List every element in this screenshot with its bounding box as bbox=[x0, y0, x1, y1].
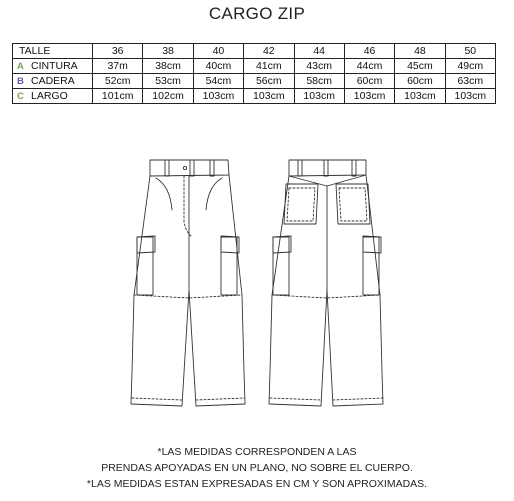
table-row-cadera bbox=[13, 74, 496, 89]
table-cell: 103cm bbox=[395, 89, 445, 104]
table-cell: 44cm bbox=[344, 59, 394, 74]
table-cell: 58cm bbox=[294, 74, 344, 89]
table-header-row bbox=[13, 44, 496, 59]
header-size: 36 bbox=[93, 44, 143, 59]
header-size: 42 bbox=[244, 44, 294, 59]
header-size: 46 bbox=[344, 44, 394, 59]
size-chart-table bbox=[12, 43, 496, 104]
page-title: CARGO ZIP bbox=[208, 4, 306, 23]
note-line: *LAS MEDIDAS CORRESPONDEN A LAS bbox=[157, 446, 357, 458]
header-size: 50 bbox=[445, 44, 495, 59]
row-label bbox=[13, 59, 93, 74]
table-cell: 52cm bbox=[93, 74, 143, 89]
row-letter: A bbox=[17, 61, 24, 72]
table-cell: 41cm bbox=[244, 59, 294, 74]
table-cell: 63cm bbox=[445, 74, 495, 89]
pants-back-drawing bbox=[269, 160, 383, 406]
table-cell: 43cm bbox=[294, 59, 344, 74]
table-cell: 53cm bbox=[143, 74, 193, 89]
table-cell: 103cm bbox=[193, 89, 243, 104]
table-cell: 56cm bbox=[244, 74, 294, 89]
pants-technical-drawings bbox=[0, 150, 514, 440]
measurement-notes bbox=[0, 444, 514, 492]
table-cell: 103cm bbox=[294, 89, 344, 104]
header-size: 38 bbox=[143, 44, 193, 59]
note-line: *LAS MEDIDAS ESTAN EXPRESADAS EN CM Y SON APROXIMADAS. bbox=[86, 478, 428, 490]
header-size: 40 bbox=[193, 44, 243, 59]
table-cell: 45cm bbox=[395, 59, 445, 74]
header-talle: TALLE bbox=[13, 44, 93, 59]
row-name: LARGO bbox=[31, 90, 68, 102]
row-letter: C bbox=[17, 91, 24, 102]
table-cell: 49cm bbox=[445, 59, 495, 74]
row-label bbox=[13, 89, 93, 104]
note-line: PRENDAS APOYADAS EN UN PLANO, NO SOBRE EL CUERPO. bbox=[101, 462, 413, 474]
header-size: 48 bbox=[395, 44, 445, 59]
pants-front-drawing bbox=[131, 160, 245, 406]
table-row-largo bbox=[13, 89, 496, 104]
table-cell: 103cm bbox=[445, 89, 495, 104]
table-cell: 60cm bbox=[395, 74, 445, 89]
table-cell: 38cm bbox=[143, 59, 193, 74]
table-row-cintura bbox=[13, 59, 496, 74]
table-cell: 102cm bbox=[143, 89, 193, 104]
row-name: CADERA bbox=[31, 75, 75, 87]
table-cell: 101cm bbox=[93, 89, 143, 104]
row-name: CINTURA bbox=[31, 60, 78, 72]
row-letter: B bbox=[17, 76, 24, 87]
table-cell: 103cm bbox=[344, 89, 394, 104]
table-cell: 37m bbox=[93, 59, 143, 74]
table-cell: 54cm bbox=[193, 74, 243, 89]
header-size: 44 bbox=[294, 44, 344, 59]
table-cell: 60cm bbox=[344, 74, 394, 89]
table-cell: 40cm bbox=[193, 59, 243, 74]
table-cell: 103cm bbox=[244, 89, 294, 104]
row-label bbox=[13, 74, 93, 89]
